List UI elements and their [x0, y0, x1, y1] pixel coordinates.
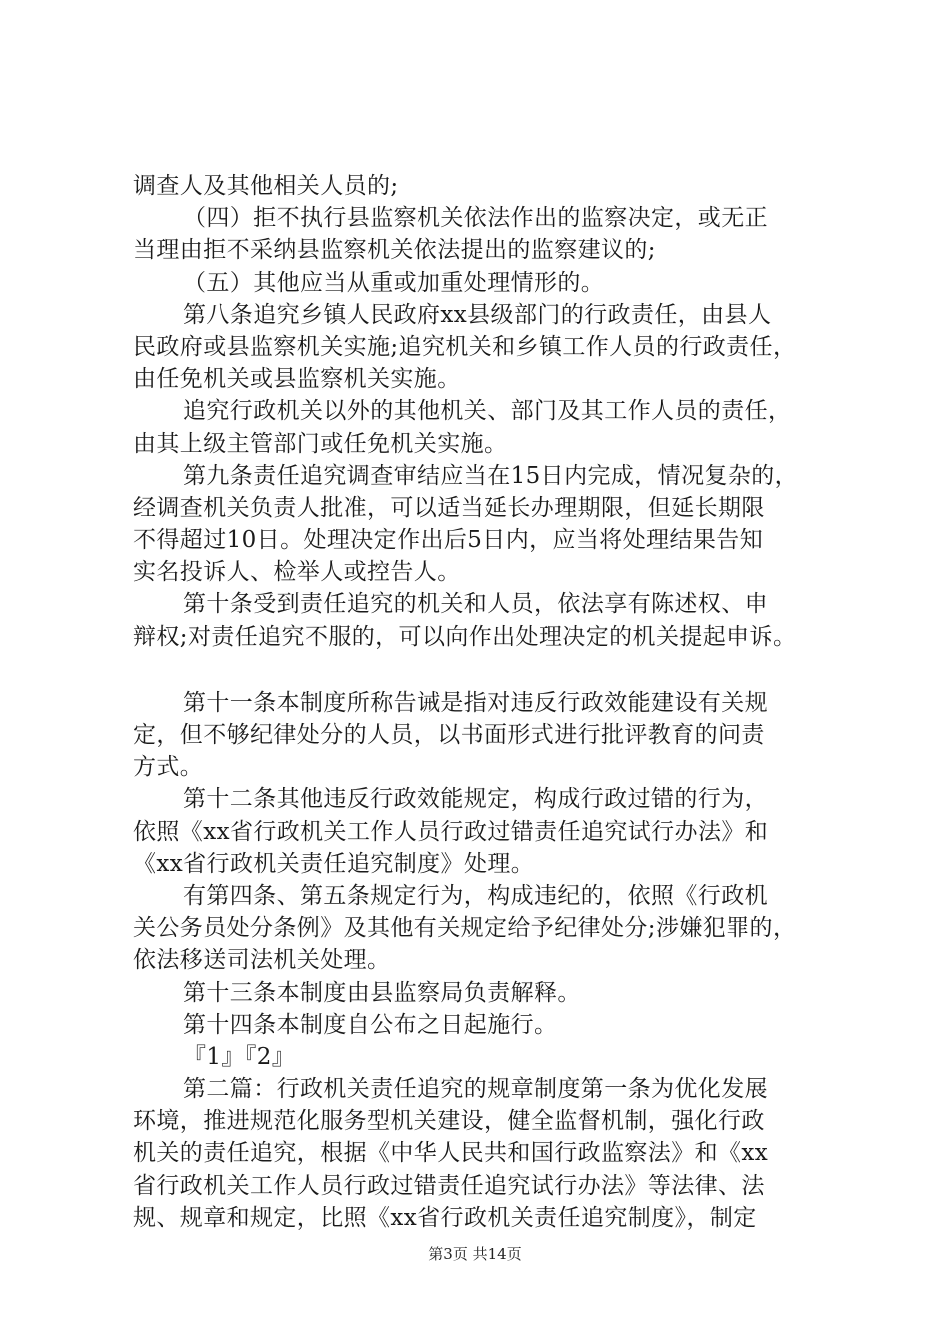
- text-line: （四）拒不执行县监察机关依法作出的监察决定，或无正: [183, 205, 768, 232]
- text-line: 第八条追究乡镇人民政府xx县级部门的行政责任，由县人: [183, 301, 772, 328]
- text-line: 第十二条其他违反行政效能规定，构成行政过错的行为，: [183, 786, 768, 813]
- text-line: 第十四条本制度自公布之日起施行。: [183, 1011, 558, 1038]
- text-line: 《xx省行政机关责任追究制度》处理。: [133, 850, 535, 877]
- text-line: 第九条责任追究调查审结应当在15日内完成，情况复杂的，: [183, 462, 799, 489]
- text-line: 方式。: [133, 754, 204, 781]
- text-line: 调查人及其他相关人员的;: [133, 173, 399, 199]
- text-line: （五）其他应当从重或加重处理情形的。: [183, 269, 605, 296]
- text-line: 第十一条本制度所称告诫是指对违反行政效能建设有关规: [183, 689, 768, 716]
- text-line: 机关的责任追究，根据《中华人民共和国行政监察法》和《xx: [133, 1140, 769, 1167]
- text-line: 省行政机关工作人员行政过错责任追究试行办法》等法律、法: [133, 1172, 765, 1199]
- text-line: 第十三条本制度由县监察局负责解释。: [183, 979, 581, 1006]
- text-line: 追究行政机关以外的其他机关、部门及其工作人员的责任，: [183, 398, 792, 425]
- text-line: 由任免机关或县监察机关实施。: [133, 366, 461, 393]
- document-body: [133, 170, 833, 1234]
- text-line: 有第四条、第五条规定行为，构成违纪的，依照《行政机: [183, 882, 768, 909]
- text-line: 『1』『2』: [183, 1043, 296, 1070]
- text-line: 当理由拒不采纳县监察机关依法提出的监察建议的;: [133, 237, 656, 264]
- text-line: 由其上级主管部门或任免机关实施。: [133, 430, 508, 457]
- text-line: 依法移送司法机关处理。: [133, 947, 391, 974]
- text-line: 环境，推进规范化服务型机关建设，健全监督机制，强化行政: [133, 1108, 765, 1135]
- paragraph-gap: [133, 653, 833, 687]
- text-line: 经调查机关负责人批准，可以适当延长办理期限，但延长期限: [133, 494, 765, 521]
- text-line: 关公务员处分条例》及其他有关规定给予纪律处分;涉嫌犯罪的，: [133, 915, 797, 942]
- text-line: 民政府或县监察机关实施;追究机关和乡镇工作人员的行政责任，: [133, 333, 797, 360]
- text-line: 规、规章和规定，比照《xx省行政机关责任追究制度》，制定: [133, 1204, 757, 1231]
- text-line: 第二篇：行政机关责任追究的规章制度第一条为优化发展: [183, 1076, 768, 1103]
- text-line: 实名投诉人、检举人或控告人。: [133, 559, 461, 586]
- text-line: 依照《xx省行政机关工作人员行政过错责任追究试行办法》和: [133, 818, 769, 845]
- text-line: 定，但不够纪律处分的人员，以书面形式进行批评教育的问责: [133, 722, 765, 748]
- text-line: 不得超过10日。处理决定作出后5日内，应当将处理结果告知: [133, 527, 764, 554]
- text-line: 辩权;对责任追究不服的，可以向作出处理决定的机关提起申诉。: [133, 623, 797, 650]
- text-line: 第十条受到责任追究的机关和人员，依法享有陈述权、申: [183, 591, 768, 618]
- page-number-footer: 第3页 共14页: [428, 1245, 522, 1263]
